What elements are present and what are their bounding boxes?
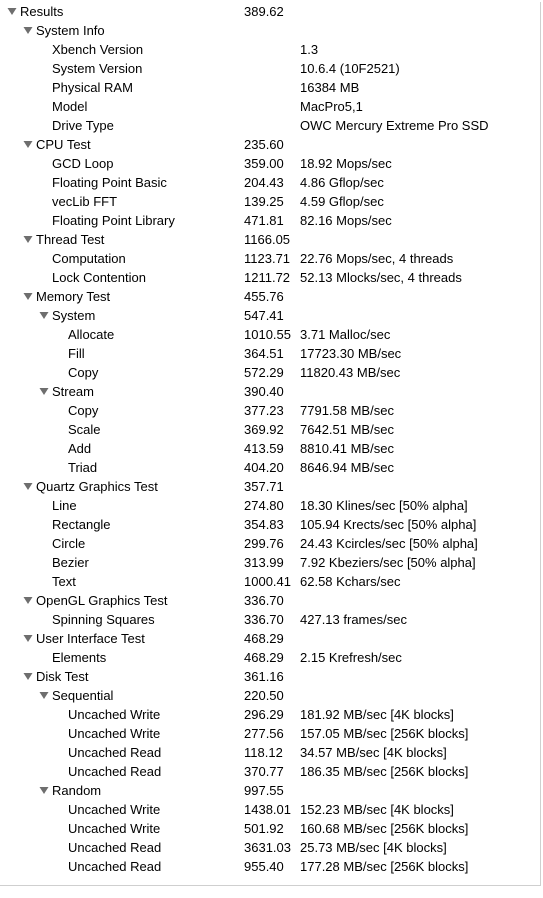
outline-row[interactable] <box>0 192 540 211</box>
row-detail: 152.23 MB/sec [4K blocks] <box>300 802 454 817</box>
row-label: Uncached Read <box>68 840 162 855</box>
row-label: Stream <box>52 384 94 399</box>
row-label: Uncached Write <box>68 821 161 836</box>
row-detail: 8646.94 MB/sec <box>300 460 394 475</box>
outline-row[interactable] <box>0 515 540 534</box>
row-label: Drive Type <box>52 118 114 133</box>
outline-group-row[interactable] <box>0 230 540 249</box>
outline-row[interactable] <box>0 97 540 116</box>
row-score: 118.12 <box>244 745 283 760</box>
outline-row[interactable] <box>0 116 540 135</box>
outline-row[interactable] <box>0 648 540 667</box>
row-label: Thread Test <box>36 232 105 247</box>
row-detail: 18.30 Klines/sec [50% alpha] <box>300 498 468 513</box>
row-score: 361.16 <box>244 669 284 684</box>
row-label: User Interface Test <box>36 631 145 646</box>
row-label: Copy <box>68 365 99 380</box>
row-detail: 11820.43 MB/sec <box>300 365 401 380</box>
outline-row[interactable] <box>0 534 540 553</box>
row-score: 1010.55 <box>244 327 291 342</box>
row-label: Uncached Write <box>68 802 161 817</box>
row-label: Random <box>52 783 102 798</box>
row-detail: 1.3 <box>300 42 319 57</box>
disclosure-triangle-icon[interactable] <box>22 629 34 648</box>
row-label: System <box>52 308 96 323</box>
row-detail: 22.76 Mops/sec, 4 threads <box>300 251 454 266</box>
row-label: Disk Test <box>36 669 89 684</box>
outline-row[interactable] <box>0 819 540 838</box>
row-label: Text <box>52 574 76 589</box>
row-score: 377.23 <box>244 403 284 418</box>
disclosure-triangle-icon[interactable] <box>38 306 50 325</box>
row-detail: 82.16 Mops/sec <box>300 213 392 228</box>
row-score: 572.29 <box>244 365 284 380</box>
outline-row[interactable] <box>0 553 540 572</box>
row-detail: 18.92 Mops/sec <box>300 156 392 171</box>
row-detail: 25.73 MB/sec [4K blocks] <box>300 840 447 855</box>
outline-group-row[interactable] <box>0 21 540 40</box>
row-detail: OWC Mercury Extreme Pro SSD <box>300 118 489 133</box>
outline-row[interactable] <box>0 401 540 420</box>
row-detail: 52.13 Mlocks/sec, 4 threads <box>300 270 462 285</box>
outline-row[interactable] <box>0 268 540 287</box>
row-detail: 160.68 MB/sec [256K blocks] <box>300 821 469 836</box>
row-score: 354.83 <box>244 517 284 532</box>
row-label: Line <box>52 498 77 513</box>
row-score: 389.62 <box>244 4 284 19</box>
row-score: 468.29 <box>244 631 284 646</box>
row-score: 1438.01 <box>244 802 291 817</box>
outline-row[interactable] <box>0 211 540 230</box>
row-score: 313.99 <box>244 555 284 570</box>
row-score: 471.81 <box>244 213 284 228</box>
outline-group-row[interactable] <box>0 382 540 401</box>
outline-row[interactable] <box>0 838 540 857</box>
row-score: 1000.41 <box>244 574 291 589</box>
outline-row[interactable] <box>0 40 540 59</box>
outline-row[interactable] <box>0 420 540 439</box>
row-score: 220.50 <box>244 688 284 703</box>
results-outline-view <box>0 2 541 886</box>
outline-row[interactable] <box>0 458 540 477</box>
disclosure-triangle-icon[interactable] <box>22 230 34 249</box>
row-label: Allocate <box>68 327 115 342</box>
outline-row[interactable] <box>0 344 540 363</box>
row-label: vecLib FFT <box>52 194 118 209</box>
disclosure-triangle-icon[interactable] <box>38 686 50 705</box>
row-detail: 7791.58 MB/sec <box>300 403 394 418</box>
row-score: 1123.71 <box>244 251 291 266</box>
outline-row[interactable] <box>0 800 540 819</box>
row-label: Uncached Read <box>68 859 162 874</box>
row-score: 390.40 <box>244 384 284 399</box>
disclosure-triangle-icon[interactable] <box>38 382 50 401</box>
row-score: 413.59 <box>244 441 284 456</box>
disclosure-triangle-icon[interactable] <box>22 135 34 154</box>
outline-row[interactable] <box>0 743 540 762</box>
outline-row[interactable] <box>0 59 540 78</box>
disclosure-triangle-icon[interactable] <box>22 667 34 686</box>
outline-row[interactable] <box>0 249 540 268</box>
row-label: Fill <box>68 346 85 361</box>
row-score: 274.80 <box>244 498 284 513</box>
outline-group-row[interactable] <box>0 287 540 306</box>
outline-group-row[interactable] <box>0 306 540 325</box>
row-label: Elements <box>52 650 107 665</box>
row-detail: 427.13 frames/sec <box>300 612 407 627</box>
outline-row[interactable] <box>0 154 540 173</box>
row-label: Bezier <box>52 555 89 570</box>
outline-group-row[interactable] <box>0 591 540 610</box>
disclosure-triangle-icon[interactable] <box>22 591 34 610</box>
outline-row[interactable] <box>0 78 540 97</box>
row-label: Model <box>52 99 88 114</box>
row-score: 296.29 <box>244 707 284 722</box>
row-score: 235.60 <box>244 137 284 152</box>
disclosure-triangle-icon[interactable] <box>38 781 50 800</box>
row-score: 547.41 <box>244 308 284 323</box>
row-label: Uncached Read <box>68 745 162 760</box>
outline-row[interactable] <box>0 173 540 192</box>
row-detail: 105.94 Krects/sec [50% alpha] <box>300 517 477 532</box>
outline-row[interactable] <box>0 857 540 876</box>
row-detail: 62.58 Kchars/sec <box>300 574 401 589</box>
disclosure-triangle-icon[interactable] <box>22 21 34 40</box>
row-detail: 2.15 Krefresh/sec <box>300 650 402 665</box>
outline-row[interactable] <box>0 572 540 591</box>
disclosure-triangle-icon[interactable] <box>22 477 34 496</box>
row-detail: 4.86 Gflop/sec <box>300 175 384 190</box>
outline-row[interactable] <box>0 610 540 629</box>
row-detail: 16384 MB <box>300 80 360 95</box>
row-label: Uncached Write <box>68 726 161 741</box>
outline-row[interactable] <box>0 705 540 724</box>
row-label: Lock Contention <box>52 270 146 285</box>
row-score: 336.70 <box>244 593 284 608</box>
outline-row[interactable] <box>0 363 540 382</box>
row-score: 139.25 <box>244 194 284 209</box>
row-label: Quartz Graphics Test <box>36 479 158 494</box>
row-detail: 3.71 Malloc/sec <box>300 327 391 342</box>
outline-group-row[interactable] <box>0 2 540 21</box>
outline-group-row[interactable] <box>0 477 540 496</box>
row-score: 3631.03 <box>244 840 291 855</box>
row-score: 204.43 <box>244 175 284 190</box>
row-label: Xbench Version <box>52 42 144 57</box>
row-label: Rectangle <box>52 517 111 532</box>
row-label: Copy <box>68 403 99 418</box>
row-detail: MacPro5,1 <box>300 99 363 114</box>
outline-group-row[interactable] <box>0 135 540 154</box>
outline-group-row[interactable] <box>0 629 540 648</box>
row-label: Sequential <box>52 688 114 703</box>
row-score: 277.56 <box>244 726 284 741</box>
row-score: 370.77 <box>244 764 284 779</box>
row-score: 369.92 <box>244 422 284 437</box>
row-detail: 34.57 MB/sec [4K blocks] <box>300 745 447 760</box>
row-detail: 10.6.4 (10F2521) <box>300 61 400 76</box>
row-score: 336.70 <box>244 612 284 627</box>
row-score: 997.55 <box>244 783 284 798</box>
row-detail: 181.92 MB/sec [4K blocks] <box>300 707 454 722</box>
row-detail: 8810.41 MB/sec <box>300 441 394 456</box>
row-detail: 7.92 Kbeziers/sec [50% alpha] <box>300 555 476 570</box>
row-score: 357.71 <box>244 479 284 494</box>
outline-row[interactable] <box>0 325 540 344</box>
row-label: Uncached Write <box>68 707 161 722</box>
row-label: Floating Point Basic <box>52 175 167 190</box>
row-label: Physical RAM <box>52 80 133 95</box>
row-score: 404.20 <box>244 460 284 475</box>
row-score: 468.29 <box>244 650 284 665</box>
row-detail: 17723.30 MB/sec <box>300 346 402 361</box>
row-score: 1211.72 <box>244 270 291 285</box>
row-detail: 24.43 Kcircles/sec [50% alpha] <box>300 536 478 551</box>
disclosure-triangle-icon[interactable] <box>6 2 18 21</box>
row-detail: 4.59 Gflop/sec <box>300 194 384 209</box>
row-score: 501.92 <box>244 821 284 836</box>
row-label: Circle <box>52 536 86 551</box>
outline-group-row[interactable] <box>0 667 540 686</box>
outline-group-row[interactable] <box>0 781 540 800</box>
row-label: Scale <box>68 422 101 437</box>
outline-row[interactable] <box>0 762 540 781</box>
row-label: CPU Test <box>36 137 91 152</box>
row-detail: 7642.51 MB/sec <box>300 422 394 437</box>
row-label: System Version <box>52 61 143 76</box>
row-label: Computation <box>52 251 126 266</box>
outline-row[interactable] <box>0 724 540 743</box>
row-label: OpenGL Graphics Test <box>36 593 168 608</box>
outline-row[interactable] <box>0 439 540 458</box>
row-score: 359.00 <box>244 156 284 171</box>
row-label: Memory Test <box>36 289 111 304</box>
row-label: Spinning Squares <box>52 612 155 627</box>
row-label: Uncached Read <box>68 764 162 779</box>
row-score: 364.51 <box>244 346 284 361</box>
outline-group-row[interactable] <box>0 686 540 705</box>
disclosure-triangle-icon[interactable] <box>22 287 34 306</box>
row-score: 299.76 <box>244 536 284 551</box>
row-detail: 186.35 MB/sec [256K blocks] <box>300 764 469 779</box>
row-detail: 177.28 MB/sec [256K blocks] <box>300 859 469 874</box>
row-score: 955.40 <box>244 859 284 874</box>
row-score: 455.76 <box>244 289 284 304</box>
row-label: GCD Loop <box>52 156 114 171</box>
row-score: 1166.05 <box>244 232 291 247</box>
row-label: Triad <box>68 460 98 475</box>
outline-row[interactable] <box>0 496 540 515</box>
row-label: Floating Point Library <box>52 213 175 228</box>
row-label: System Info <box>36 23 105 38</box>
row-detail: 157.05 MB/sec [256K blocks] <box>300 726 469 741</box>
row-label: Add <box>68 441 92 456</box>
row-label: Results <box>20 4 64 19</box>
